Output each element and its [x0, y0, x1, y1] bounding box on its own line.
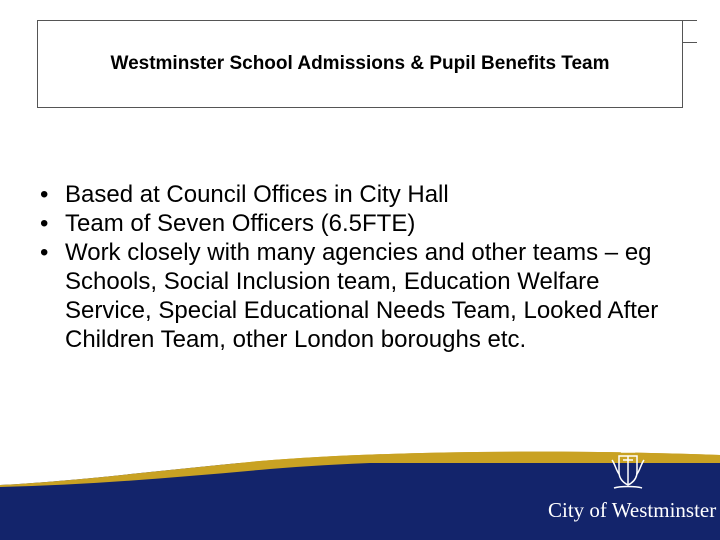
bullet-text: Based at Council Offices in City Hall — [65, 181, 449, 208]
bullet-text: Work closely with many agencies and other teams – eg Schools, Social Inclusion team, Education Welfare Service, Special Educational Needs Team, Looked After Children Team, other London boroughs etc. — [65, 239, 659, 353]
bullet-dot-icon: • — [40, 210, 49, 237]
bullet-item — [40, 238, 680, 354]
corner-line-top — [683, 20, 697, 21]
bullet-item — [40, 180, 680, 209]
bullet-item — [40, 209, 680, 238]
bullet-text: Team of Seven Officers (6.5FTE) — [65, 210, 416, 237]
bullet-list — [40, 180, 680, 354]
city-of-westminster-logo: City of Westminster — [548, 498, 717, 522]
westminster-crest-icon — [610, 444, 646, 494]
slide-title: Westminster School Admissions & Pupil Benefits Team — [110, 53, 610, 74]
bullet-dot-icon: • — [40, 239, 49, 266]
title-box — [37, 20, 683, 108]
corner-line-middle — [683, 42, 697, 43]
bullet-dot-icon: • — [40, 181, 49, 208]
